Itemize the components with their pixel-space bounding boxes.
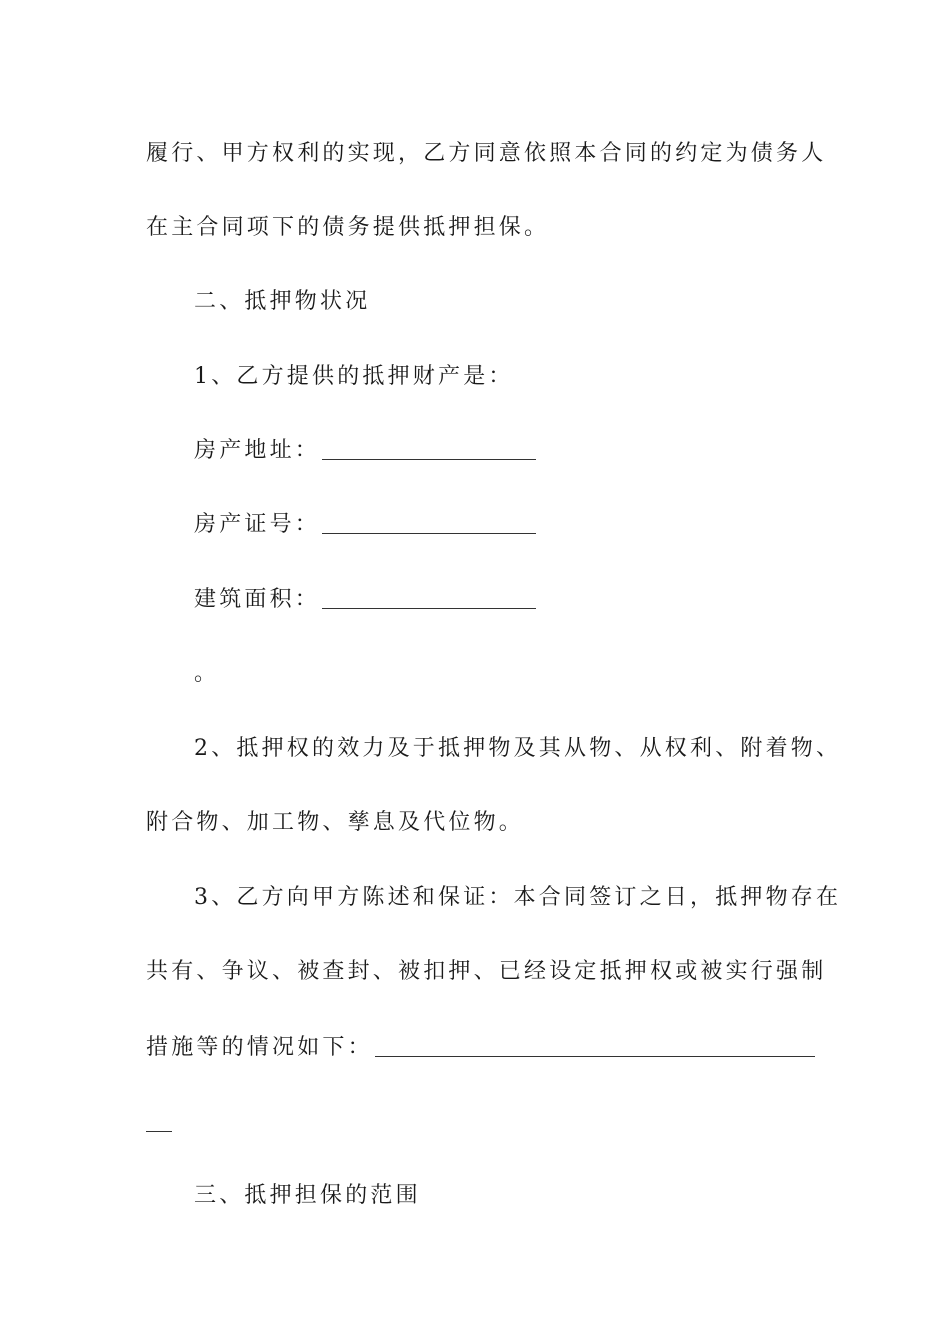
field-cert-blank[interactable] [322,532,536,534]
field-row-area [194,585,536,615]
item-2-line-2: 附合物、加工物、孳息及代位物。 [146,810,525,835]
field-address-label: 房产地址： [194,438,321,463]
field-cert-label: 房产证号： [194,512,321,537]
item-3-line-3-label: 措施等的情况如下： [146,1035,373,1060]
field-situation-blank[interactable] [375,1055,815,1057]
field-row-address [194,436,536,466]
paragraph-1-line-1: 履行、甲方权利的实现，乙方同意依照本合同的约定为债务人 [146,141,827,166]
field-address-blank[interactable] [322,458,536,460]
section-3-heading: 三、抵押担保的范围 [194,1183,421,1208]
paragraph-1-line-2: 在主合同项下的债务提供抵押担保。 [146,215,550,240]
section-2-heading: 二、抵押物状况 [194,289,371,314]
field-situation-blank-continuation [146,1131,172,1132]
period-mark: 。 [194,661,220,686]
field-row-cert [194,510,536,540]
item-3-line-2: 共有、争议、被查封、被扣押、已经设定抵押权或被实行强制 [146,959,827,984]
item-1-text: 1、乙方提供的抵押财产是： [194,364,514,389]
field-area-blank[interactable] [322,607,536,609]
item-3-line-1: 3、乙方向甲方陈述和保证：本合同签订之日，抵押物存在 [194,885,842,910]
field-row-situation [146,1033,815,1063]
item-2-line-1: 2、抵押权的效力及于抵押物及其从物、从权利、附着物、 [194,736,842,761]
field-area-label: 建筑面积： [194,587,321,612]
